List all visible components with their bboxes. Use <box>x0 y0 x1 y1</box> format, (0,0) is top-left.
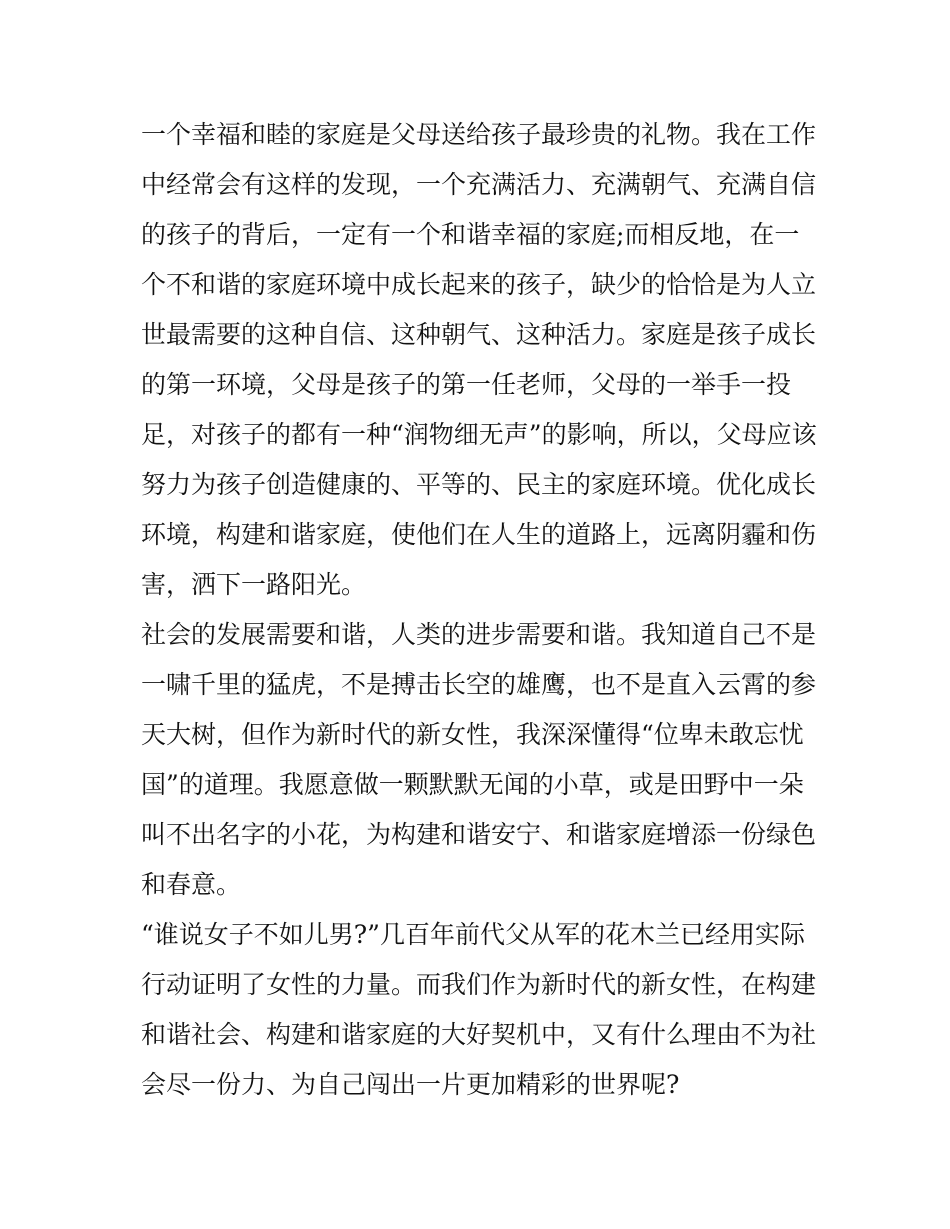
text-line: “谁说女子不如儿男?”几百年前代父从军的花木兰已经用实际 <box>141 920 805 949</box>
text-line: 社会的发展需要和谐，人类的进步需要和谐。我知道自己不是 <box>141 620 817 649</box>
text-line: 和谐社会、构建和谐家庭的大好契机中，又有什么理由不为社 <box>141 1020 817 1049</box>
text-line: 和春意。 <box>141 870 242 899</box>
text-line: 会尽一份力、为自己闯出一片更加精彩的世界呢? <box>141 1070 680 1099</box>
text-line: 行动证明了女性的力量。而我们作为新时代的新女性，在构建 <box>141 970 817 999</box>
text-line: 国”的道理。我愿意做一颗默默无闻的小草，或是田野中一朵 <box>141 770 804 799</box>
text-line: 中经常会有这样的发现，一个充满活力、充满朝气、充满自信 <box>141 170 817 199</box>
text-line: 世最需要的这种自信、这种朝气、这种活力。家庭是孩子成长 <box>141 320 817 349</box>
text-line: 环境，构建和谐家庭，使他们在人生的道路上，远离阴霾和伤 <box>141 520 817 549</box>
paragraph-women <box>141 910 817 1110</box>
text-line: 天大树，但作为新时代的新女性，我深深懂得“位卑未敢忘忧 <box>141 720 804 749</box>
document-body <box>141 110 817 1110</box>
text-line: 叫不出名字的小花，为构建和谐安宁、和谐家庭增添一份绿色 <box>141 820 817 849</box>
text-line: 足，对孩子的都有一种“润物细无声”的影响，所以，父母应该 <box>141 420 817 449</box>
paragraph-family <box>141 110 817 610</box>
text-line: 一啸千里的猛虎，不是搏击长空的雄鹰，也不是直入云霄的参 <box>141 670 817 699</box>
text-line: 个不和谐的家庭环境中成长起来的孩子，缺少的恰恰是为人立 <box>141 270 817 299</box>
text-line: 努力为孩子创造健康的、平等的、民主的家庭环境。优化成长 <box>141 470 817 499</box>
text-line: 一个幸福和睦的家庭是父母送给孩子最珍贵的礼物。我在工作 <box>141 120 817 149</box>
text-line: 的第一环境，父母是孩子的第一任老师，父母的一举手一投 <box>141 370 792 399</box>
paragraph-society <box>141 610 817 910</box>
text-line: 害，洒下一路阳光。 <box>141 570 367 599</box>
text-line: 的孩子的背后，一定有一个和谐幸福的家庭;而相反地，在一 <box>141 220 800 249</box>
